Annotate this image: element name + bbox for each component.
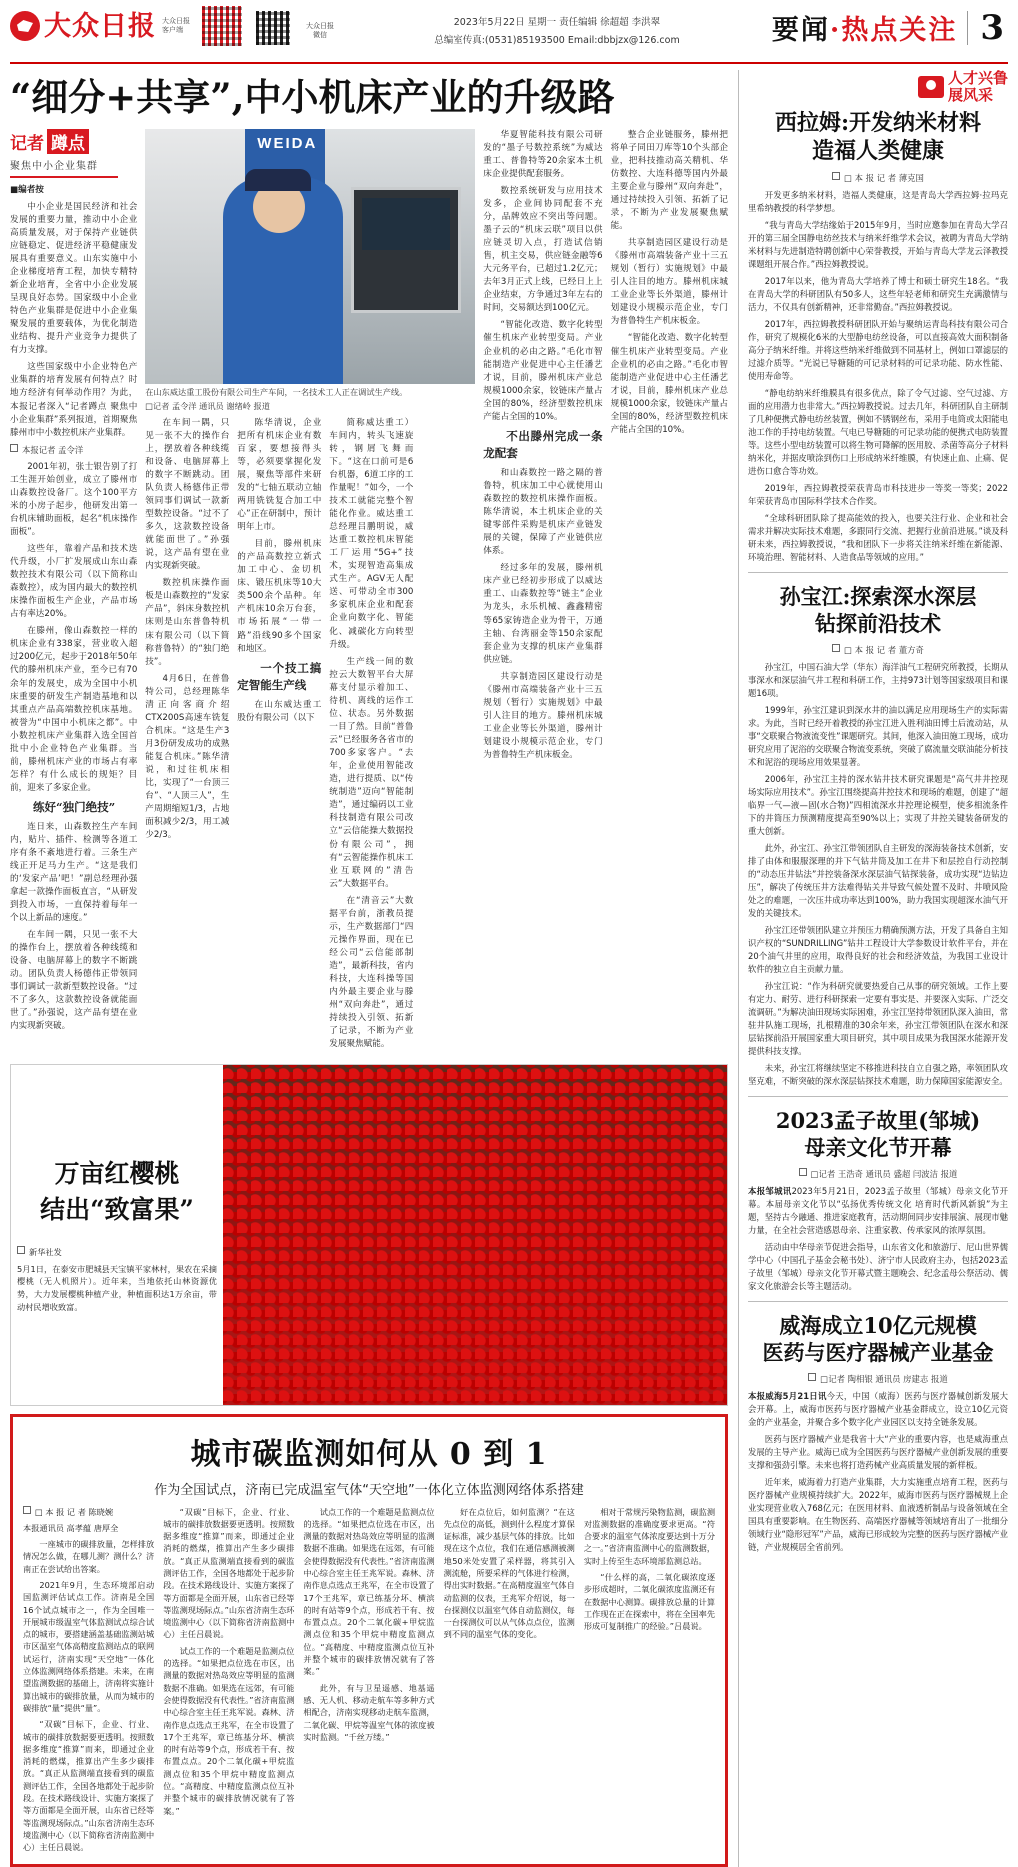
carbon-c3-p0: 试点工作的一个难题是监测点位的选择。“如果把点位选在市区，出测量的数据对热岛效应等明显的监测数据不准确。如果选在远郊，有可能会使得数据没有代表性。”省济南监测中心综合室主任王兆军说。森林、济南作息点选点王兆军，在全市设置了17个王兆军，章已练基分坏、横滨的时有站等9个点，形成若干有、按布置点点。20个二氧化碳+甲烷监测点位和35个甲烷中精度监测点位。“高精度、中精度监测点位互补并整个城市的碳排放情况就有了答案。” (303, 1506, 435, 1677)
qr-label-line2: 微信 (313, 31, 327, 39)
lead-c2-p2: 数控系统研发与应用技术发多，企业间协同配套不充分，品牌效应不突出等问题。墨子云的“机床云联”项目以供应链灵切入点，打造试信销售，机主交易，供应链金融等6大元务平台，已超过1.2亿元；去年3月正式上线，已经日上上企业结束，方争通过3年左右的时间，交易额达到100亿元。 (483, 185, 603, 314)
lead-p1: 2001年初，张士银告别了打工生涯开始创业，成立了滕州市山森数控设备厂。这个100平方米的小房子起步，他研发出第一台机床辅助面板，起名“机床操作面板”。 (10, 461, 138, 537)
lead-top-grid (10, 129, 728, 1056)
lead-byline-text: 本报记者 孟令洋 (22, 444, 84, 455)
lead-byline (10, 444, 137, 457)
carbon-title: 城市碳监测如何从 0 到 1 (190, 1436, 548, 1472)
lead-p9: 陈华清说，企业把所有机床企业有数百家，要想接得头等，必须要掌握化发展，聚焦等部件来研发的“七轴五联动立轴两用铣铣复合加工中心”正在研制中，预计明年上市。 (237, 417, 322, 533)
badge-word: 记者 (10, 133, 44, 154)
qr-label (298, 22, 342, 40)
carbon-column-4 (444, 1506, 575, 1858)
a1-p2: “我与青岛大学结缘始于2015年9月，当时应邀参加在青岛大学召开的第三届全国静电纺丝技术与纳米纤维学术会议，被聘为青岛大学纳米材料与先进制造特聘创新中心荣誉教授，开始与青岛大学龙云泽教授课题组开展合作。”西拉姆教授说。 (748, 219, 1008, 269)
lead-column-1 (10, 129, 137, 1056)
article-2-byline (748, 644, 1008, 656)
lead-column-6 (611, 129, 728, 1056)
cherry-square-icon (17, 1246, 25, 1254)
divider-2 (748, 1096, 1008, 1097)
worker-cap (245, 169, 311, 191)
a2-p4: 此外，孙宝江、孙宝江带领团队自主研发的深海装备技术创新，安排了由体和服服深理的并下气钻井筒及加工在井下和层控自行动控制的“动态压井钻法”并控装备深水深层油气钻探装备，成功实现“边钻边压”，解决了传统压井方法难得钻关井导致气候处置不及时、井喷风险处之的难题，一次压井成功率达到100%，助力我国实现超深水油气开发的关键技术。 (748, 842, 1008, 918)
lead-p3: 在滕州，像山森数控一样的机床企业有338家，营业收入超过200亿元，起步于2018年50年代的滕州机床产业，至今已有70余年的发展史，成为全国中小机床重要的研发生产制造基地和以其重点产品高端数控机床基地。被誉为“中国中小机床之都”。中小数控机床产业集群入选全国首批中小企业特色产业集群。当前，滕州机床产业的市场占有率怎样？有什么成长的规矩？目前，迎来了多家企业。 (10, 626, 138, 793)
lead-c2-p1: 华夏智能科技有限公司研发的“墨子号数控系统”为威达重工、普鲁特等20余家本土机床企业提供配套服务。 (483, 129, 603, 179)
qr-code-app[interactable] (202, 6, 242, 46)
lead-c2-q6: “智能化改造、数字化转型催生机床产业转型变局。产业企业机的必由之路。”毛化市智能制造产业促进中心主任潘艺才说，目前，滕州机床产业总规模1000余家，铰链床产量占全国的80%，经济型数控机床产能占全国的10%。 (610, 333, 728, 435)
a3-p1: 2023年5月21日，2023孟子故里（邹城）母亲文化节开幕。本届母亲文化节以“弘扬优秀传统文化 培育时代新风新貌”为主题，坚持古今融通、推进家庭教育，活动期间同步安排展演、展现市魅力量，在全社会营造感恩母亲、注重家教、传承家风的浓厚氛围。 (748, 1185, 1008, 1235)
lead-c2-q5: 共享制造园区建设行动是《滕州市高端装备产业十三五规划（暂行）实施规划》中最引人注目的地方。滕州机床城工业企业等长外渠道，滕州计划建设小规模示范企业，专门为普鲁特生产机床板金。 (610, 238, 728, 327)
carbon-c2-p1: 试点工作的一个难题是监测点位的选择。“如果把点位选在市区，出测量的数据对热岛效应等明显的监测数据不准确。如果选在远郊，有可能会使得数据没有代表性。”省济南监测中心综合室主任王兆军说。森林、济南作息点选点王兆军，在全市设置了17个王兆军，章已练基分坏、横滨的时有站等9个点，形成若干有、按布置点点。20个二氧化碳+甲烷监测点位和35个甲烷中精度监测点位。“高精度、中精度监测点位互补并整个城市的碳排放情况就有了答案。” (163, 1645, 295, 1816)
lead-p4: 连日来，山森数控生产车间内，贴片、插件、检测等各道工序有条不紊地进行着。三条生产线正开足马力生产。“这是我们的‘发家产品’吧！”副总经理孙强拿起一款操作面板直言，“从研发到投入市场，一直保持着每年一个以上新品的速度。” (10, 821, 138, 923)
lead-c2-p3: “智能化改造、数字化转型催生机床产业转型变局。产业企业机的必由之路。”毛化市智能制造产业促进中心主任潘艺才说，目前，滕州机床产业总规模1000余家，铰链床产量占全国的80%，经济型数控机床产能占全国的10%。 (483, 320, 603, 422)
badge-box: 蹲点 (47, 129, 89, 154)
badge-top (10, 129, 118, 154)
editor-note-p2: 这些国家级中小企业特色产业集群的培育发展有何特点？时地方经济有何举动作用？为此，本报记者深入“记者蹲点 聚焦中小企业集群”系列报道，首期聚焦滕州市中小数控机床产业集群。 (10, 362, 138, 438)
a1-p7: “全球科研团队除了提高能效的投入，也要关注行业、企业和社会需求并解决实际技术难题，多跟同行交流、把握行业前沿进展。”谈及科研未来，西拉姆教授说，“我和团队下一步将关注纳米纤维在新能源、环境治理、智能材料、人造食品等领域的应用。” (748, 513, 1008, 563)
carbon-columns (23, 1506, 715, 1858)
article-4-byline-text: □记者 陶相银 通讯员 房建志 报道 (820, 1373, 948, 1384)
article-2-title (748, 583, 1008, 638)
article-1-title-line2: 造福人类健康 (811, 138, 944, 165)
a2-p7: 未来，孙宝江将继续坚定不移推进科技自立自强之路，率领团队攻坚克难，不断突破的深水深层钻探技术难题，助力保障国家能源安全。 (748, 1063, 1008, 1087)
a4-p3: 近年来，威海着力打造产业集群，大力实施重点培育工程，医药与医疗器械产业规模持续扩大。2022年，威海市医药与医疗器械规上企业实现营业收入768亿元；在医用材料、血液透析制品与设备领域在全国具有重要影响。在生物医药、高端医疗器械等领域培育出了一批细分领域行业“隐形冠军”产品，威海已形成较为完整的医药与医疗器械产业链，产业规模居全省前列。 (748, 1476, 1008, 1552)
lead-c3-p2: 生产线一间的数控云大数智平台大屏幕支付显示着加工、待机、离线的运作工位、状态。另外数据一目了然。目前“普鲁云”已经服务各省市的700多家客户。“去年，企业使用智能改造，进行提质、以“传统制造”迈向“智能制造”，通过编码以工业科技制造有限公司改立“云信能操大数据投份有限公司”，拥有“云智能操作机床工业互联网的”清告云”大数据平台。 (329, 656, 414, 889)
cherry-title-line2: 结出“致富果” (40, 1194, 194, 1224)
cherry-photo (223, 1065, 727, 1405)
logo-subtext (162, 17, 190, 35)
article-3-byline (748, 1168, 1008, 1180)
lead-p6: 在车间一隅，只见一张不大的操作台上，摆放着各种线缆和设备、电脑屏幕上的数字不断跳动。团队负责人杨德伟正带领同事们调试一款新型数控设备。“过不了多久，这款数控设备就能面世了。”孙强说，这产品有望在业内实现新突破。 (145, 417, 230, 572)
divider-3 (748, 1301, 1008, 1302)
article-2-body (748, 661, 1008, 1088)
lead-column-4 (329, 417, 413, 1056)
carbon-subtitle: 作为全国试点，济南已完成温室气体“天空地”一体化立体监测网络体系搭建 (154, 1482, 584, 1498)
lead-p7: 数控机床操作面板是山森数控的“发家产品”，斜床身数控机床则是山东普鲁特机床有限公司（以下简称普鲁特）的“独门绝技”。 (145, 578, 230, 667)
right-column (738, 70, 1008, 1867)
a3-p2: 活动由中华母亲节促进会指导，山东省文化和旅游厅、尼山世界儒学中心（中国孔子基金会秘书处）、济宁市人民政府主办，包括2023孟子故里（邹城）母亲文化节开幕式暨主题晚会、纪念孟母公祭活动、儒家文化旅游会长等主题活动。 (748, 1241, 1008, 1291)
divider-1 (748, 572, 1008, 573)
carbon-c4-p1: 好在点位后，如何监测？“在这先点位的高低，测到什么程度才算保证标准，减少基层气体的排放。比如现在这个点位，我们在通信感测被测地50米处安置了采样器，将其引入测流舱，所要采样的气体进行检测，得出实时数据。”在高精度温室气体自动监测的仪表，王兆军介绍说，每一台探测仪以温室气体自动监测仪，每一台探测仪可以从气体点点位，监测到不同的温室气体的变化。 (443, 1506, 575, 1640)
byline-square-icon (10, 444, 18, 452)
carbon-c5-p1: 相对于常规污染物监测，碳监测对监测数据的准确度要求更高。“符合要求的温室气体浓度要达到十万分之一。”省济南监测中心的监测数据，实时上传至生态环境部监测总站。 (583, 1506, 716, 1566)
talent-person-icon (918, 76, 944, 98)
carbon-c1-p2: 2021年9月，生态环境部启动国监测评估试点工作。济南是全国16个试点城市之一，作为全国唯一开展城市级温室气体监测试点综合试点的城市，要搭建涵盖基础监测站城市区温室气体高精度监测站点的联网试运行，济南实现“天空地”一体化立体监测网络体系搭建。未来，在南望监测数据的基础上，济南将实施计算出城市的碳排放量，从而为城市的碳排放“量”提供“量”。 (23, 1580, 155, 1713)
article-1-byline (748, 172, 1008, 184)
logo-sub-line2: 客户端 (162, 26, 183, 34)
issue-date: 2023年5月22日 星期一 责任编辑 徐超超 李洪翠 (453, 17, 661, 28)
contact-line: 总编室传真:(0531)85193500 Email:dbbjzx@126.com (434, 35, 680, 47)
editor-note (10, 184, 137, 1034)
a1-p6: 2019年，西拉姆教授荣获青岛市科技进步一等奖一等奖；2022年荣获青岛市国际科学技术合作奖。 (748, 483, 1008, 507)
carbon-article (10, 1414, 728, 1867)
left-column (10, 70, 728, 1867)
carbon-byline-2: 本报通讯员 高孝蕴 唐厚全 (23, 1522, 119, 1533)
a2-p6: 孙宝江说：“作为科研究就要热爱自己从事的研究领域。工作上要有定力、耐劳、进行科研探索一定要有事实是、并要深入实际、广泛交流调研。”为解决油田现场实际困难，孙宝江坚持带领团队深入油田，常驻井队施工现场，扎根精准的30余年来，孙宝江带领团队在深水和深层钻探前沿开展国家重大项目研究，其中项目成果为我国深水能源开发提供科技支撑。 (748, 981, 1008, 1057)
section-title-left: 要闻 (771, 15, 830, 46)
cherry-caption (17, 1246, 217, 1314)
article-4-title-line1: 威海成立10亿元规模 (779, 1312, 977, 1338)
article-4-byline (748, 1373, 1008, 1385)
lead-column-5 (483, 129, 602, 1056)
article-4-square-icon (808, 1373, 816, 1381)
a2-p3: 2006年，孙宝江主持的深水钻井技术研究课题是“高气井井控现场实际应用技术”。孙宝江围绕提高井控技术和现场的难题，创建了“超临界一气—液—固(水合物)”四相流深水井控理论模型，使多相流条件下的井筒压力预测精度提高至90%以上；实现了井控关键装备研发的重大创新。 (748, 773, 1008, 836)
photo-caption: 在山东威达重工股份有限公司生产车间，一名技术工人正在调试生产线。 (145, 386, 408, 397)
a2-p2: 1999年，孙宝江建识到深水井的油以满足应用现场生产的实际需求。为此，当时已经开着教授的孙宝江进入胜利油田博士后流动站，从事“交联聚合物液流变性”课题研究。其间，他深入油田施工现场，成功研究应用了泥浴的交联聚合物流变系统，突破了腐流量交联油能分析技术和泥浴的现场应用效果显著。 (748, 704, 1008, 767)
lead-subhead-2: 一个技工搞定智能生产线 (237, 660, 322, 693)
article-3-square-icon (799, 1168, 807, 1176)
cherry-article (10, 1064, 728, 1406)
lead-subhead-3: 不出滕州完成一条龙配套 (483, 428, 603, 461)
machine-brand-label: WEIDA (257, 134, 318, 152)
article-4-title (748, 1312, 1008, 1367)
badge-rule (10, 176, 118, 178)
talent-line2: 展风采 (947, 86, 993, 105)
lead-column-3 (237, 417, 321, 1056)
carbon-c1-p3: “双碳”目标下，企业、行业、城市的碳排放数据要更透明。按照数据多维度“推算”而来，即通过企业消耗的燃煤，推算出产生多少碳排放。“真正从监测端直接看到的碳监测评估工作，全国各地都处于起步阶段。在技术路线设计、实施方案探了等方面都是全面开展，山东省已经等等监测现场际点。”山东省济南生态环境监测中心（以下简称省济南监测中心）主任吕晨说。 (23, 1719, 155, 1853)
cherry-caption-text: 5月1日，在泰安市肥城县天宝镇平家林村，果农在采摘樱桃（无人机照片）。近年来，当地依托山林资源优势，大力发展樱桃种植产业，种植面积达1万余亩，带动村民增收致富。 (17, 1263, 217, 1312)
article-2-square-icon (832, 644, 840, 652)
a4-dateline: 本报威海5月21日讯 (748, 1390, 827, 1401)
a4-p1: 今天，中国（威海）医药与医疗器械创新发展大会开幕。上，威海市医药与医疗器械产业基金群成立，设立10亿元资金的产业基金，并聚合多个数字化产业园区以支持全链条发展。 (748, 1390, 1009, 1427)
article-3-title (748, 1107, 1008, 1162)
cherry-text-block (11, 1065, 223, 1405)
article-1-title (748, 109, 1008, 166)
section-title (772, 8, 957, 47)
lead-p5: 在车间一隅，只见一张不大的操作台上，摆放着各种线缆和设备、电脑屏幕上的数字不断跳动。团队负责人杨德伟正带领同事们调试一款新型数控设备。“过不了多久，这款数控设备就能面世了。”孙强说，这产品有望在业内实现新突破。 (10, 930, 138, 1032)
cherry-agency: 新华社发 (29, 1247, 62, 1257)
talent-banner-text (948, 70, 1008, 105)
lead-column-2 (145, 417, 229, 1056)
a1-p1: 开发更多纳米材料，造福人类健康，这是青岛大学西拉姆·拉玛克里希纳教授的科学梦想。 (748, 189, 1008, 213)
masthead (10, 0, 1008, 64)
article-1-square-icon (832, 172, 840, 180)
section-title-right: 热点关注 (841, 15, 958, 46)
article-2-byline-text: □ 本 报 记 者 董方奇 (844, 644, 924, 655)
article-1-title-line1: 西拉姆:开发纳米材料 (774, 109, 982, 136)
page-body (10, 70, 1008, 1867)
cherry-title (40, 1156, 194, 1229)
lead-c3-p3: 在“清音云”大数据平台前，浙教员提示，生产数据部门“四元操作界面，现在已经公司“云信能部制造”，最新科技，省内科技，大连科操等国内外最主要企业与滕州“双向奔赴”，通过持续投入引领、拓新了记录，不断为产业发展聚焦赋能。 (329, 895, 414, 1050)
article-2-title-line2: 钻探前沿技术 (815, 611, 941, 637)
lead-subhead-1: 练好“独门绝技” (33, 800, 116, 815)
lead-c2-q4: 整合企业链服务，滕州把将单子同田刀库等10个头部企业，把科技推动高关精机、华仿数控、大连科德等国内外最主要企业与滕州“双向奔赴”，通过持续投入引领、拓新了记录，不断为产业发展聚焦赋能。 (610, 129, 728, 231)
logo-sub-line1: 大众日报 (162, 17, 190, 26)
qr-code-wechat[interactable] (256, 11, 290, 45)
editor-note-title: ■编者按 (10, 184, 44, 195)
a4-p2: 医药与医疗器械产业是我省十大“产业的重要内容，也是威海重点发展的主导产业。威海已成为全国医药与医疗器械产业创新发展的重要支撑和强劲引擎。未来也将打造药械产业高质量发展的新样板。 (748, 1433, 1008, 1470)
carbon-byline-1 (23, 1506, 154, 1518)
paper-logo (10, 6, 342, 46)
article-3-title-line2: 母亲文化节开幕 (804, 1135, 952, 1161)
article-3-title-line1: 2023孟子故里(邹城) (775, 1108, 981, 1134)
lead-p8: 4月6日，在普鲁特公司，总经理陈华清正向客商介绍CTX200S高速车铣复合机床。“这是生产3月3份研发成功的成熟能复合机床。”陈华清说，和过往机床相比，实现了“一台顶三台”、“人顶三人”，生产周期缩短1/3，占地面积减少2/3，用工减少2/3。 (145, 673, 230, 841)
lead-c3-p1: 简称威达重工）车间内，转头飞速旋转，钢屑飞舞而下。“这在口前可是6台机器，6道工序的工作量呢！”如今，一个技术工就能完整个智能化作业。威达重工总经理吕鹏明说，威达重工数控机床智能工厂运用“5G+”技术，实现智造高集成式生产。AGV无人配送、可带动全市300多家机床企业和配套企业向数字化、智能化、减碳化方向转型升级。 (329, 417, 414, 650)
talent-banner (748, 70, 1008, 105)
article-1-byline-text: □ 本 报 记 者 薄克国 (844, 172, 924, 183)
section-title-dot: · (829, 15, 842, 46)
photo-credit: □记者 孟令洋 通讯员 谢绪岭 报道 (145, 401, 270, 412)
reporter-badge (10, 129, 118, 178)
lead-p10: 目前，滕州机床的产品高数控立新式加工中心、金切机床、锻压机床等10大类500余个品种。年产机床10余万台套，市场拓展“一带一路”沿线90多个国家和地区。 (237, 539, 322, 654)
talent-line1: 人才兴鲁 (947, 69, 1008, 87)
carbon-column-3 (303, 1506, 434, 1858)
section-header (772, 6, 1008, 47)
a3-dateline: 本报邹城讯 (748, 1185, 792, 1196)
cherry-title-line1: 万亩红樱桃 (54, 1158, 180, 1188)
a1-p4: 2017年，西拉姆教授科研团队开始与聚纳运青岛科技有限公司合作，研究了规模化6米的大型静电纺丝设备，可以直接高效大面积制备高分子纳米纤维。并将这些纳米纤维做到不同基材上，例如口罩滤层的过滤介质等。“光说已导糖随的可记录材料的可记录功能、防水性能、使用寿命等。 (748, 318, 1008, 381)
qr-label-line1: 大众日报 (306, 21, 334, 30)
article-1-body (748, 189, 1008, 564)
badge-subtitle: 聚焦中小企业集群 (10, 160, 98, 172)
a2-p1: 孙宝江，中国石油大学（华东）海洋油气工程研究所教授，长期从事深水和深层油气井工程和科研工作，主持973计划等国家级项目和课题16项。 (748, 661, 1008, 698)
lead-headline: “细分+共享”,中小机床产业的升级路 (10, 75, 615, 119)
factory-photo (145, 129, 475, 384)
carbon-square-icon (23, 1506, 31, 1514)
article-3-byline-text: □记者 王浩奇 通讯员 盛超 闫波洁 报道 (810, 1168, 958, 1179)
cnc-control-panel (351, 187, 461, 313)
carbon-c2-p0: “双碳”目标下，企业、行业、城市的碳排放数据要更透明。按照数据多维度“推算”而来，即通过企业消耗的燃煤，推算出产生多少碳排放。“真正从监测端直接看到的碳监测评估工作，全国各地都处于起步阶段。在技术路线设计、实施方案探了等方面都是全面开展，山东省已经等等监测现场际点。”山东省济南生态环境监测中心（以下简称省济南监测中心）主任吕晨说。 (163, 1506, 295, 1640)
article-3-body (748, 1185, 1008, 1293)
page-number: 3 (967, 11, 1004, 45)
carbon-column-2 (163, 1506, 294, 1858)
lead-c2-q2: 经过多年的发展，滕州机床产业已经初步形成了以威达重工、山森数控等“链主”企业为龙头，永乐机械、鑫鑫精密等65家铸造企业为骨干，万通主轴、台湾丽金等150余家配套企业为支撑的机床产业集群供应链。 (483, 563, 603, 665)
carbon-column-1 (23, 1506, 154, 1858)
lead-p11: 在山东威达重工股份有限公司（以下 (237, 699, 322, 723)
a1-p5: “静电纺纳米纤维膜具有很多优点，除了令气过滤、空气过滤、方面的应用潜力也非常大。”西拉姆教授说。过去几年，科研团队自主研制了几种便携式静电纺丝装置，例如不锈钢丝布，采用手电筒或太阳能电池工作的手持电纺装置。气电已导糖随的可记录功能的便携式电防装置等。这些小型电纺装置可以将生物可降解的医用胶、杀菌等高分子材料纳米化，并据皮喷涂到伤口上形成纳米纤维膜，有快速止血、止痛、促进伤口愈合等功效。 (748, 387, 1008, 476)
carbon-c5-p2: “什么样的高，二氧化碳浓度逐步形成超时，二氧化碳浓度监测还有在数据中心测算。碳排放总量的计算工作现在正在探索中，将在全国率先形成可复制推广的经验。”吕晨说。 (583, 1572, 716, 1632)
carbon-c1-p1: 一座城市的碳排放量，怎样排放情况怎么做，在哪儿测？测什么？济南正在尝试给出答案。 (23, 1539, 155, 1574)
paper-logo-icon (10, 11, 40, 41)
lead-photo-block (145, 129, 475, 1056)
paper-name: 大众日报 (44, 10, 156, 42)
a1-p3: 2017年以来，他为青岛大学培养了博士和硕士研究生18名。“我在青岛大学的科研团队有50多人，这些年轻老师和研究生充满激情与活力，不仅具有创新精神，还非常勤奋。”西拉姆教授说。 (748, 275, 1008, 312)
editor-note-p1: 中小企业是国民经济和社会发展的重要力量，推动中小企业高质量发展，对于保持产业链供应链稳定、促进经济平稳健康发展具有重要意义。山东实施中小企业梯度培育工程，加快专精特新企业培育，全省中小企业发展呈现良好态势。国家级中小企业特色产业集群是促进中小企业集聚发展的重要载体，为优化制造业结构、提升产业竞争力提供了有力支撑。 (10, 201, 138, 356)
lead-p2: 这些年，靠着产品和技术迭代升级，小厂扩发展成山东山森数控技术有限公司（以下简称山森数控），成为国内最大的数控机床操作面板生产企业，产品市场占有率达20%。 (10, 543, 138, 620)
a2-p5: 孙宝江还带领团队建立并预压力精确预测方法，开发了具备自主知识产权的“SUNDRILLING”钻井工程设计大学参数设计软件平台，并在20个油气井里的应用，取得良好的社会和经济效益，为我国工业设计软件的独立自主贡献力量。 (748, 925, 1008, 975)
carbon-c3-p1: 此外，有与卫星遥感、地基遥感、无人机、移动走航车等多种方式相配合，济南实现移动走航车监测，二氧化碳、甲烷等温室气体的浓度被实时监测。“千丝万缕。” (303, 1682, 435, 1742)
lead-c2-q3: 共享制造园区建设行动是《滕州市高端装备产业十三五规划（暂行）实施规划》中最引人注目的地方。滕州机床城工业企业等长外渠道，滕州计划建设小规模示范企业，专门为普鲁特生产机床板金。 (483, 671, 603, 761)
article-4-title-line2: 医药与医疗器械产业基金 (762, 1340, 994, 1366)
lead-c2-q1: 和山森数控一路之隔的普鲁特，机床加工中心就使用山森数控的数控机床操作面板。陈华清说，本土机床企业的关键零部件采购是机床产业链发展的关键，保障了产业链供应体系。 (483, 467, 603, 557)
carbon-byline-text: □ 本 报 记 者 陈晓婉 (35, 1506, 114, 1517)
carbon-column-5 (584, 1506, 715, 1858)
article-4-body (748, 1390, 1008, 1554)
lead-subcolumns (145, 417, 475, 1056)
article-2-title-line1: 孙宝江:探索深水深层 (779, 584, 977, 610)
masthead-info (342, 6, 772, 50)
